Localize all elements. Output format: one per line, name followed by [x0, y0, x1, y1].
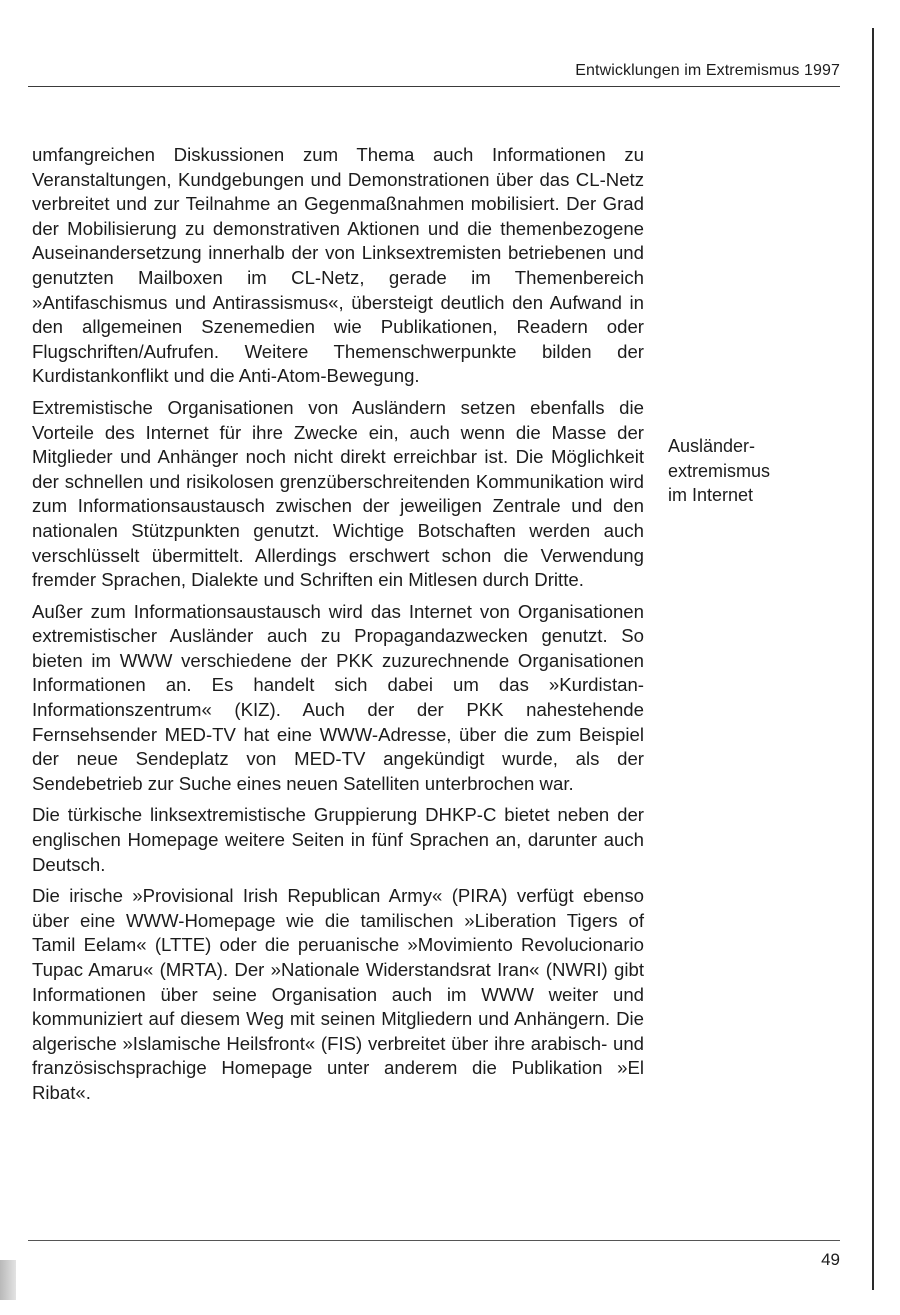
paragraph-5: Die irische »Provisional Irish Republican Army« (PIRA) verfügt ebenso über eine WWW-Homepage wie die tamilischen »Liberation Tigers of Tamil Eelam« (LTTE) oder die peruanische »Movimiento Revolucionario Tupac Amaru« (MRTA). Der »Nationale Widerstandsrat Iran« (NWRI) gibt Informationen über seine Organisation auch im WWW weiter und kommuniziert auf diesem Weg mit seinen Mitgliedern und Anhängern. Die algerische »Islamische Heilsfront« (FIS) verbreitet über ihre arabisch- und französischsprachige Homepage unter anderem die Publikation »El Ribat«. — [32, 885, 644, 1103]
main-text-column — [32, 143, 644, 1113]
header-divider — [28, 86, 840, 87]
page-number: 49 — [821, 1250, 840, 1269]
margin-note-line: im Internet — [668, 485, 754, 506]
footer-divider — [28, 1240, 840, 1241]
paragraph-2: Extremistische Organisationen von Ausländern setzen ebenfalls die Vorteile des Internet für ihre Zwecke ein, auch wenn die Masse der Mitglieder und Anhänger noch nicht direkt erreichbar ist. Die Möglichkeit der schnellen und risikolosen grenzüberschreitenden Kommunikation wird zum Informationsaustausch zwischen der jeweiligen Zentrale und den nationalen Stützpunkten genutzt. Wichtige Botschaften werden auch verschlüsselt übermittelt. Allerdings erschwert schon die Verwendung fremder Sprachen, Dialekte und Schriften ein Mitlesen durch Dritte. — [32, 396, 644, 591]
margin-note-line: extremismus — [668, 460, 771, 481]
paragraph-3: Außer zum Informationsaustausch wird das Internet von Organisationen extremistischer Ausländer auch zu Propagandazwecken genutzt. So bieten im WWW verschiedene der PKK zuzurechnende Organisationen Informationen an. Es handelt sich dabei um das »Kurdistan-Informationszentrum« (KIZ). Auch der der PKK nahestehende Fernsehsender MED-TV hat eine WWW-Adresse, über die zum Beispiel der neue Sendeplatz von MED-TV angekündigt wurde, als der Sendebetrieb zur Suche eines neuen Satelliten unterbrochen war. — [32, 600, 644, 794]
page-edge-line — [872, 28, 874, 1290]
paragraph-1: umfangreichen Diskussionen zum Thema auch Informationen zu Veranstaltungen, Kundgebungen und Demonstrationen über das CL-Netz verbreitet und zur Teilnahme an Gegenmaßnahmen mobilisiert. Der Grad der Mobilisierung zu demonstrativen Aktionen und die themenbezogene Auseinandersetzung innerhalb der von Linksextremisten betriebenen und genutzten Mailboxen im CL-Netz, gerade im Themenbereich »Antifaschismus und Antirassismus«, übersteigt deutlich den Aufwand in den allgemeinen Szenemedien wie Publikationen, Readern oder Flugschriften/Aufrufen. Weitere Themenschwerpunkte bilden der Kurdistankonflikt und die Anti-Atom-Bewegung. — [32, 144, 644, 387]
scan-binding-shadow — [0, 1260, 16, 1300]
paragraph-4: Die türkische linksextremistische Gruppierung DHKP-C bietet neben der englischen Homepage weitere Seiten in fünf Sprachen an, darunter auch Deutsch. — [32, 804, 644, 875]
margin-note — [668, 434, 828, 508]
margin-note-line: Ausländer- — [668, 436, 756, 456]
running-header: Entwicklungen im Extremismus 1997 — [575, 62, 840, 79]
